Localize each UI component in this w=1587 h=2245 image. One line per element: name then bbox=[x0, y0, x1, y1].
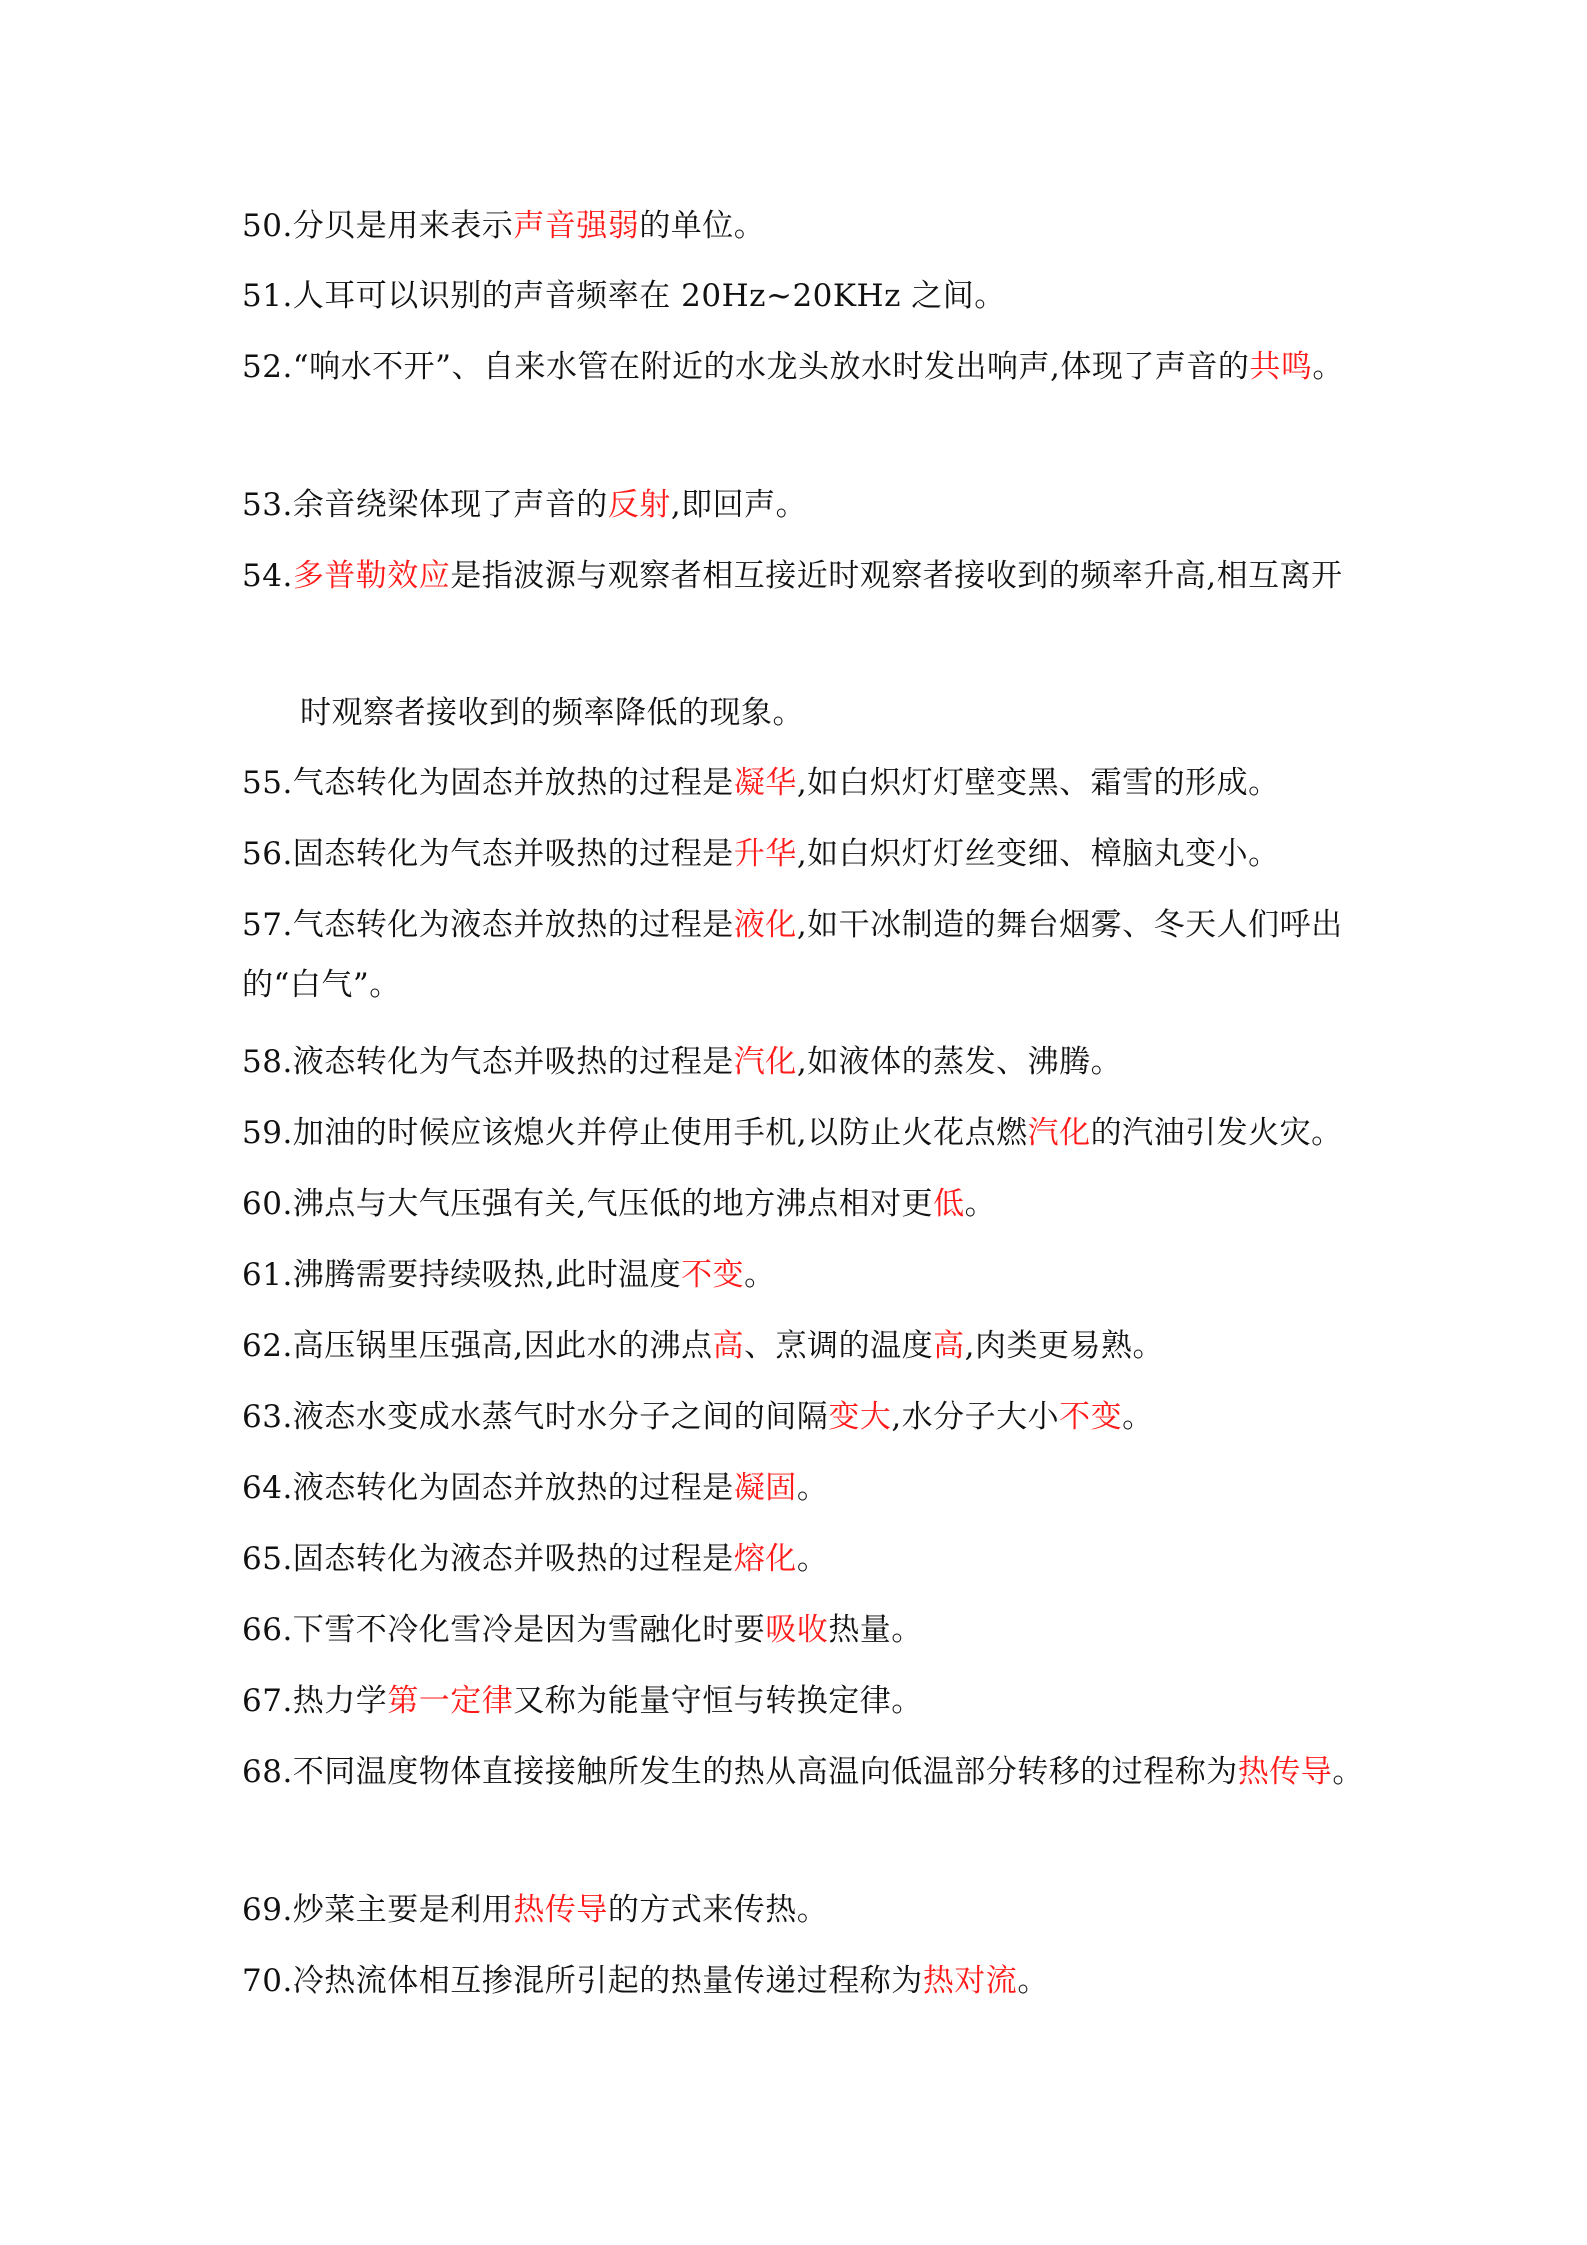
item-68 bbox=[242, 1742, 1372, 1802]
item-text: 62.高压锅里压强高,因此水的沸点 bbox=[242, 1328, 713, 1364]
item-text: 。 bbox=[1332, 1754, 1364, 1790]
highlight-term: 第一定律 bbox=[387, 1683, 514, 1719]
item-text: 的方式来传热。 bbox=[607, 1892, 829, 1928]
highlight-term: 低 bbox=[933, 1186, 965, 1222]
highlight-term: 熔化 bbox=[733, 1541, 797, 1577]
item-50 bbox=[242, 196, 1372, 256]
item-52 bbox=[242, 337, 1372, 397]
item-text: 57.气态转化为液态并放热的过程是 bbox=[242, 907, 734, 943]
item-text: 50.分贝是用来表示 bbox=[242, 208, 514, 244]
highlight-term: 高 bbox=[933, 1328, 965, 1364]
highlight-term: 液化 bbox=[733, 907, 797, 943]
item-number: 54. bbox=[242, 558, 293, 594]
highlight-term: 凝固 bbox=[733, 1470, 797, 1506]
item-66 bbox=[242, 1600, 1372, 1660]
item-61 bbox=[242, 1245, 1372, 1305]
highlight-term: 多普勒效应 bbox=[292, 558, 451, 594]
item-62 bbox=[242, 1316, 1372, 1376]
item-text: 60.沸点与大气压强有关,气压低的地方沸点相对更 bbox=[242, 1186, 934, 1222]
item-text: 63.液态水变成水蒸气时水分子之间的间隔 bbox=[242, 1399, 829, 1435]
highlight-term: 热对流 bbox=[922, 1963, 1018, 1999]
highlight-term: 汽化 bbox=[1027, 1115, 1091, 1151]
item-text: ,肉类更易熟。 bbox=[964, 1328, 1165, 1364]
item-text: 70.冷热流体相互掺混所引起的热量传递过程称为 bbox=[242, 1963, 923, 1999]
item-54 bbox=[242, 546, 1372, 606]
item-text: 58.液态转化为气态并吸热的过程是 bbox=[242, 1044, 734, 1080]
item-text: 。 bbox=[796, 1470, 829, 1506]
item-text: 的汽油引发火灾。 bbox=[1090, 1115, 1343, 1151]
highlight-term: 声音强弱 bbox=[513, 208, 640, 244]
highlight-term: 反射 bbox=[607, 487, 671, 523]
item-text: 热量。 bbox=[828, 1612, 923, 1648]
item-55 bbox=[242, 753, 1372, 813]
highlight-term: 高 bbox=[712, 1328, 745, 1364]
item-text: 。 bbox=[964, 1186, 997, 1222]
item-text: 65.固态转化为液态并吸热的过程是 bbox=[242, 1541, 734, 1577]
item-text: 。 bbox=[1312, 349, 1344, 385]
item-text: 。 bbox=[1017, 1963, 1049, 1999]
item-text: 52.“响水不开”、自来水管在附近的水龙头放水时发出响声,体现了声音的 bbox=[242, 349, 1250, 385]
item-text: 53.余音绕梁体现了声音的 bbox=[242, 487, 608, 523]
item-text: 68.不同温度物体直接接触所发生的热从高温向低温部分转移的过程称为 bbox=[242, 1754, 1238, 1790]
item-text: 是指波源与观察者相互接近时观察者接收到的频率升高,相互离开 bbox=[450, 558, 1343, 594]
item-text: 。 bbox=[744, 1257, 776, 1293]
item-text: 。 bbox=[796, 1541, 829, 1577]
highlight-term: 热传导 bbox=[1237, 1754, 1333, 1790]
item-65 bbox=[242, 1529, 1372, 1589]
item-text: ,如液体的蒸发、沸腾。 bbox=[796, 1044, 1123, 1080]
item-text: 67.热力学 bbox=[242, 1683, 388, 1719]
highlight-term: 不变 bbox=[681, 1257, 745, 1293]
item-58 bbox=[242, 1032, 1372, 1092]
item-text: 56.固态转化为气态并吸热的过程是 bbox=[242, 836, 734, 872]
item-text: 时观察者接收到的频率降低的现象。 bbox=[300, 695, 804, 731]
item-57 bbox=[242, 895, 1372, 1015]
item-text: ,如白炽灯灯壁变黑、霜雪的形成。 bbox=[796, 765, 1280, 801]
item-text: 69.炒菜主要是利用 bbox=[242, 1892, 514, 1928]
item-67 bbox=[242, 1671, 1372, 1731]
highlight-term: 变大 bbox=[828, 1399, 892, 1435]
item-text: 55.气态转化为固态并放热的过程是 bbox=[242, 765, 734, 801]
item-text: ,如白炽灯灯丝变细、樟脑丸变小。 bbox=[796, 836, 1280, 872]
item-text: 51.人耳可以识别的声音频率在 20Hz~20KHz 之间。 bbox=[242, 278, 1006, 314]
item-text: 66.下雪不冷化雪冷是因为雪融化时要 bbox=[242, 1612, 766, 1648]
item-text: ,如干冰制造的舞台烟雾、冬天人们呼出的“白气”。 bbox=[242, 907, 1343, 1003]
item-59 bbox=[242, 1103, 1372, 1163]
item-51 bbox=[242, 266, 1372, 326]
item-text: ,水分子大小 bbox=[891, 1399, 1060, 1435]
item-69 bbox=[242, 1880, 1372, 1940]
highlight-term: 凝华 bbox=[733, 765, 797, 801]
item-56 bbox=[242, 824, 1372, 884]
item-text: ,即回声。 bbox=[670, 487, 808, 523]
item-60 bbox=[242, 1174, 1372, 1234]
highlight-term: 升华 bbox=[733, 836, 797, 872]
item-text: 又称为能量守恒与转换定律。 bbox=[513, 1683, 923, 1719]
item-54-continuation bbox=[242, 683, 1430, 743]
highlight-term: 不变 bbox=[1059, 1399, 1123, 1435]
item-text: 64.液态转化为固态并放热的过程是 bbox=[242, 1470, 734, 1506]
item-70 bbox=[242, 1951, 1372, 2011]
item-text: 61.沸腾需要持续吸热,此时温度 bbox=[242, 1257, 682, 1293]
highlight-term: 汽化 bbox=[733, 1044, 797, 1080]
item-64 bbox=[242, 1458, 1372, 1518]
item-text: 、烹调的温度 bbox=[744, 1328, 934, 1364]
highlight-term: 热传导 bbox=[513, 1892, 608, 1928]
item-53 bbox=[242, 475, 1372, 535]
item-63 bbox=[242, 1387, 1372, 1447]
item-text: 的单位。 bbox=[639, 208, 766, 244]
highlight-term: 吸收 bbox=[765, 1612, 829, 1648]
item-text: 。 bbox=[1122, 1399, 1154, 1435]
highlight-term: 共鸣 bbox=[1249, 349, 1313, 385]
item-text: 59.加油的时候应该熄火并停止使用手机,以防止火花点燃 bbox=[242, 1115, 1028, 1151]
